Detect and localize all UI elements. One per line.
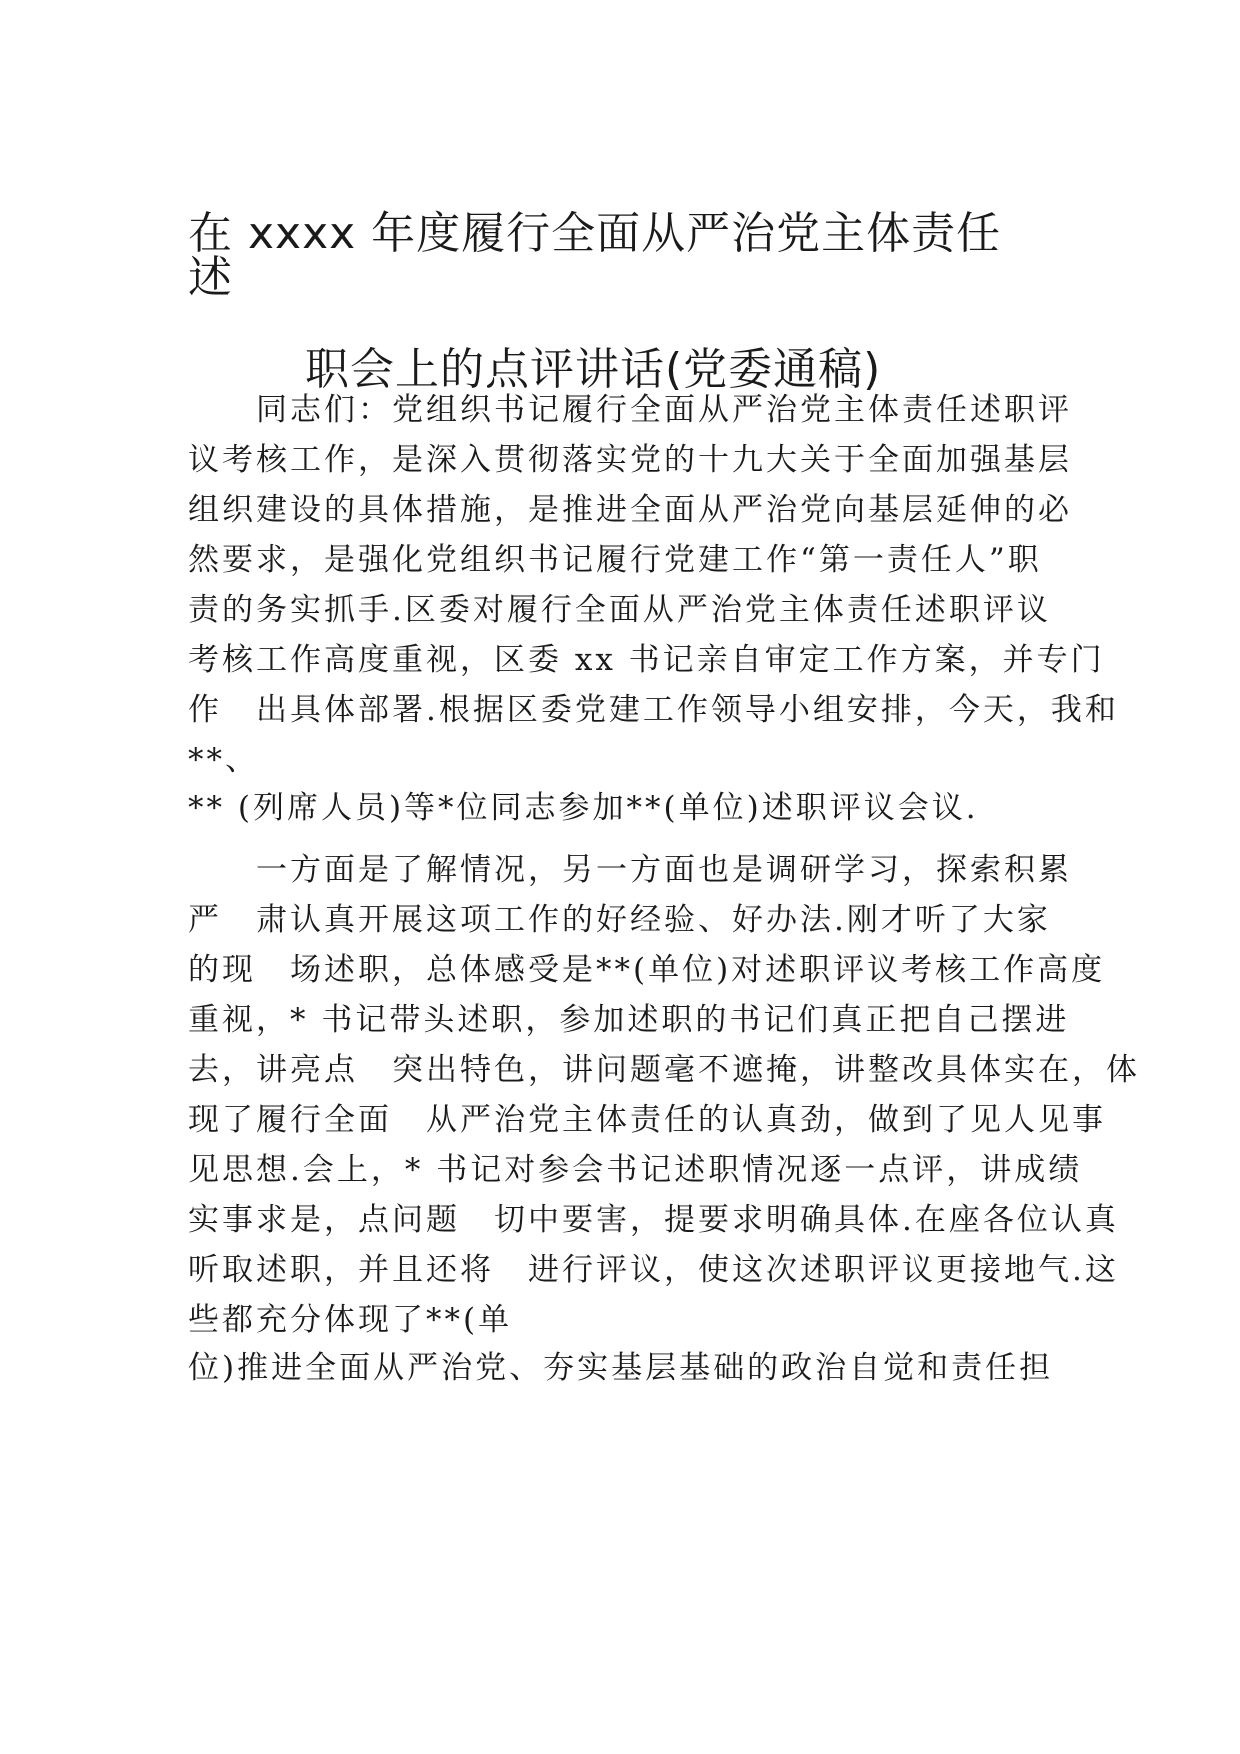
- paragraph-1-line: 议考核工作，是深入贯彻落实党的十九大关于全面加强基层: [188, 442, 1072, 478]
- paragraph-1-line: 然要求，是强化党组织书记履行党建工作“第一责任人”职: [188, 542, 1042, 578]
- title-line-3: 职会上的点评讲话(党委通稿): [305, 344, 882, 395]
- paragraph-1-line: 同志们：党组织书记履行全面从严治党主体责任述职评: [188, 392, 1072, 428]
- paragraph-2-line: 实事求是，点问题 切中要害，提要求明确具体.在座各位认真: [188, 1202, 1119, 1238]
- paragraph-1-line: ** (列席人员)等*位同志参加**(单位)述职评议会议.: [188, 790, 979, 826]
- paragraph-2-line: 见思想.会上，* 书记对参会书记述职情况逐一点评，讲成绩: [188, 1152, 1083, 1188]
- paragraph-2-line: 听取述职，并且还将 进行评议，使这次述职评议更接地气.这: [188, 1252, 1119, 1288]
- paragraph-2-line: 重视，* 书记带头述职，参加述职的书记们真正把自己摆进: [188, 1002, 1070, 1038]
- paragraph-2-line: 去，讲亮点 突出特色，讲问题毫不遮掩，讲整改具体实在，体: [188, 1052, 1140, 1088]
- title-line-2: 述: [188, 252, 233, 303]
- paragraph-1-line: **、: [188, 742, 259, 778]
- paragraph-1-line: 责的务实抓手.区委对履行全面从严治党主体责任述职评议: [188, 592, 1051, 628]
- paragraph-2-line: 些都充分体现了**(单: [188, 1302, 513, 1338]
- paragraph-2-line: 现了履行全面 从严治党主体责任的认真劲，做到了见人见事: [188, 1102, 1106, 1138]
- paragraph-2-line: 一方面是了解情况，另一方面也是调研学习，探索积累: [188, 852, 1072, 888]
- paragraph-2-line: 严 肃认真开展这项工作的好经验、好办法.刚才听了大家: [188, 902, 1051, 938]
- paragraph-2-line: 位)推进全面从严治党、夯实基层基础的政治自觉和责任担: [188, 1350, 1054, 1386]
- paragraph-1-line: 作 出具体部署.根据区委党建工作领导小组安排，今天，我和: [188, 692, 1119, 728]
- paragraph-1-line: 组织建设的具体措施，是推进全面从严治党向基层延伸的必: [188, 492, 1072, 528]
- paragraph-1-line: 考核工作高度重视，区委 xx 书记亲自审定工作方案，并专门: [188, 642, 1105, 678]
- paragraph-2-line: 的现 场述职，总体感受是**(单位)对述职评议考核工作高度: [188, 952, 1106, 988]
- title-line-1: 在 xxxx 年度履行全面从严治党主体责任: [188, 208, 1002, 259]
